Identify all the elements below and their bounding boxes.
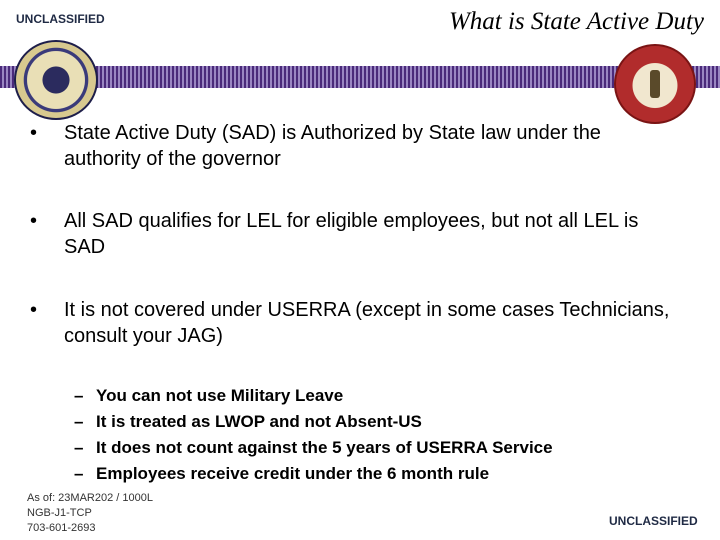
sub-bullet-marker: – xyxy=(74,386,84,405)
classification-banner-top: UNCLASSIFIED xyxy=(16,12,105,26)
footer-office: NGB-J1-TCP xyxy=(27,507,92,519)
department-seal-icon xyxy=(14,40,98,120)
sub-bullet-text: Employees receive credit under the 6 month rule xyxy=(96,464,490,483)
sub-bullet-item xyxy=(74,409,422,435)
footer-metadata xyxy=(27,491,153,536)
sub-bullet-marker: – xyxy=(74,464,84,483)
bullet-marker: • xyxy=(30,299,38,321)
footer-phone: 703-601-2693 xyxy=(27,522,96,534)
sub-bullet-marker: – xyxy=(74,412,84,431)
title-divider-bar xyxy=(0,66,720,88)
sub-bullet-text: You can not use Military Leave xyxy=(96,386,344,405)
sub-bullet-marker: – xyxy=(74,438,84,457)
bullet-text: All SAD qualifies for LEL for eligible employees, but not all LEL is SAD xyxy=(64,210,639,258)
bullet-marker: • xyxy=(30,122,38,144)
bullet-marker: • xyxy=(30,210,38,232)
sub-bullet-item xyxy=(74,383,343,409)
footer-date: As of: 23MAR202 / 1000L xyxy=(27,492,153,504)
bullet-text: It is not covered under USERRA (except in some cases Technicians, consult your JAG) xyxy=(64,299,670,347)
slide-title: What is State Active Duty xyxy=(448,8,704,35)
bullet-text: State Active Duty (SAD) is Authorized by State law under the authority of the governor xyxy=(64,122,601,170)
bullet-item xyxy=(30,297,680,349)
minuteman-figure-icon xyxy=(650,70,660,98)
bullet-item xyxy=(30,120,680,172)
sub-bullet-item xyxy=(74,461,489,487)
sub-bullet-text: It does not count against the 5 years of USERRA Service xyxy=(96,438,553,457)
sub-bullet-item xyxy=(74,435,553,461)
sub-bullet-text: It is treated as LWOP and not Absent-US xyxy=(96,412,422,431)
bullet-item xyxy=(30,208,680,260)
classification-banner-bottom: UNCLASSIFIED xyxy=(609,514,698,528)
national-guard-seal-icon xyxy=(614,44,696,124)
